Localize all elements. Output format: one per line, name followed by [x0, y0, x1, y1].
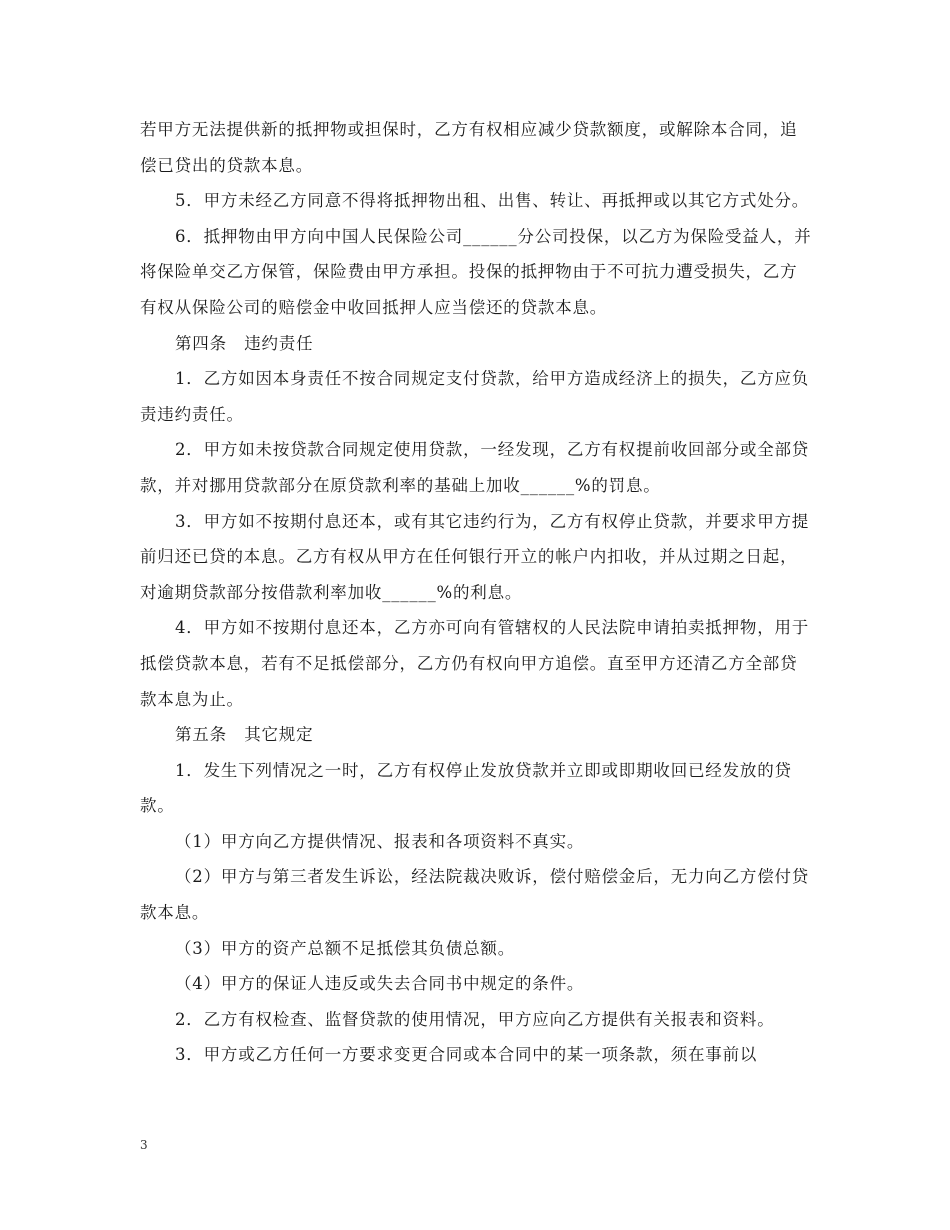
- clause-4-2: 2．甲方如未按贷款合同规定使用贷款，一经发现，乙方有权提前收回部分或全部贷款，并对挪用贷款部分在原贷款利率的基础上加收______%的罚息。: [140, 440, 810, 495]
- article-4-heading: 第四条 违约责任: [175, 333, 314, 353]
- clause-5-3: 3．甲方或乙方任何一方要求变更合同或本合同中的某一项条款，须在事前以: [175, 1045, 758, 1065]
- clause-5-1-item-4: （4）甲方的保证人违反或失去合同书中规定的条件。: [175, 974, 585, 994]
- article-5-heading: 第五条 其它规定: [175, 725, 314, 745]
- clause-3-6: 6．抵押物由甲方向中国人民保险公司______分公司投保，以乙方为保险受益人，并将保险单交乙方保管，保险费由甲方承担。投保的抵押物由于不可抗力遭受损失，乙方有权从保险公司的赔偿金中收回抵押人应当偿还的贷款本息。: [140, 226, 812, 317]
- clause-4-1: 1．乙方如因本身责任不按合同规定支付贷款，给甲方造成经济上的损失，乙方应负责违约责任。: [140, 369, 810, 424]
- clause-5-1-item-3: （3）甲方的资产总额不足抵偿其负债总额。: [175, 938, 515, 958]
- clause-5-2: 2．乙方有权检查、监督贷款的使用情况，甲方应向乙方提供有关报表和资料。: [175, 1009, 775, 1029]
- clause-3-5: 5．甲方未经乙方同意不得将抵押物出租、出售、转让、再抵押或以其它方式处分。: [175, 191, 810, 211]
- clause-5-1: 1．发生下列情况之一时，乙方有权停止发放贷款并立即或即期收回已经发放的贷款。: [140, 760, 792, 816]
- clause-4-4: 4．甲方如不按期付息还本，乙方亦可向有管辖权的人民法院申请拍卖抵押物，用于抵偿贷款本息，若有不足抵偿部分，乙方仍有权向甲方追偿。直至甲方还清乙方全部贷款本息为止。: [140, 618, 810, 709]
- paragraph-continuation: 若甲方无法提供新的抵押物或担保时，乙方有权相应减少贷款额度，或解除本合同，追偿已贷出的贷款本息。: [140, 120, 798, 175]
- document-body: [140, 112, 812, 1073]
- clause-4-3: 3．甲方如不按期付息还本，或有其它违约行为，乙方有权停止贷款，并要求甲方提前归还已贷的本息。乙方有权从甲方在任何银行开立的帐户内扣收，并从过期之日起，对逾期贷款部分按借款利率加收______%的利息。: [140, 511, 810, 602]
- clause-5-1-item-2: （2）甲方与第三者发生诉讼，经法院裁决败诉，偿付赔偿金后，无力向乙方偿付贷款本息。: [140, 867, 810, 923]
- page-number: 3: [140, 1138, 148, 1152]
- clause-5-1-item-1: （1）甲方向乙方提供情况、报表和各项资料不真实。: [175, 831, 585, 851]
